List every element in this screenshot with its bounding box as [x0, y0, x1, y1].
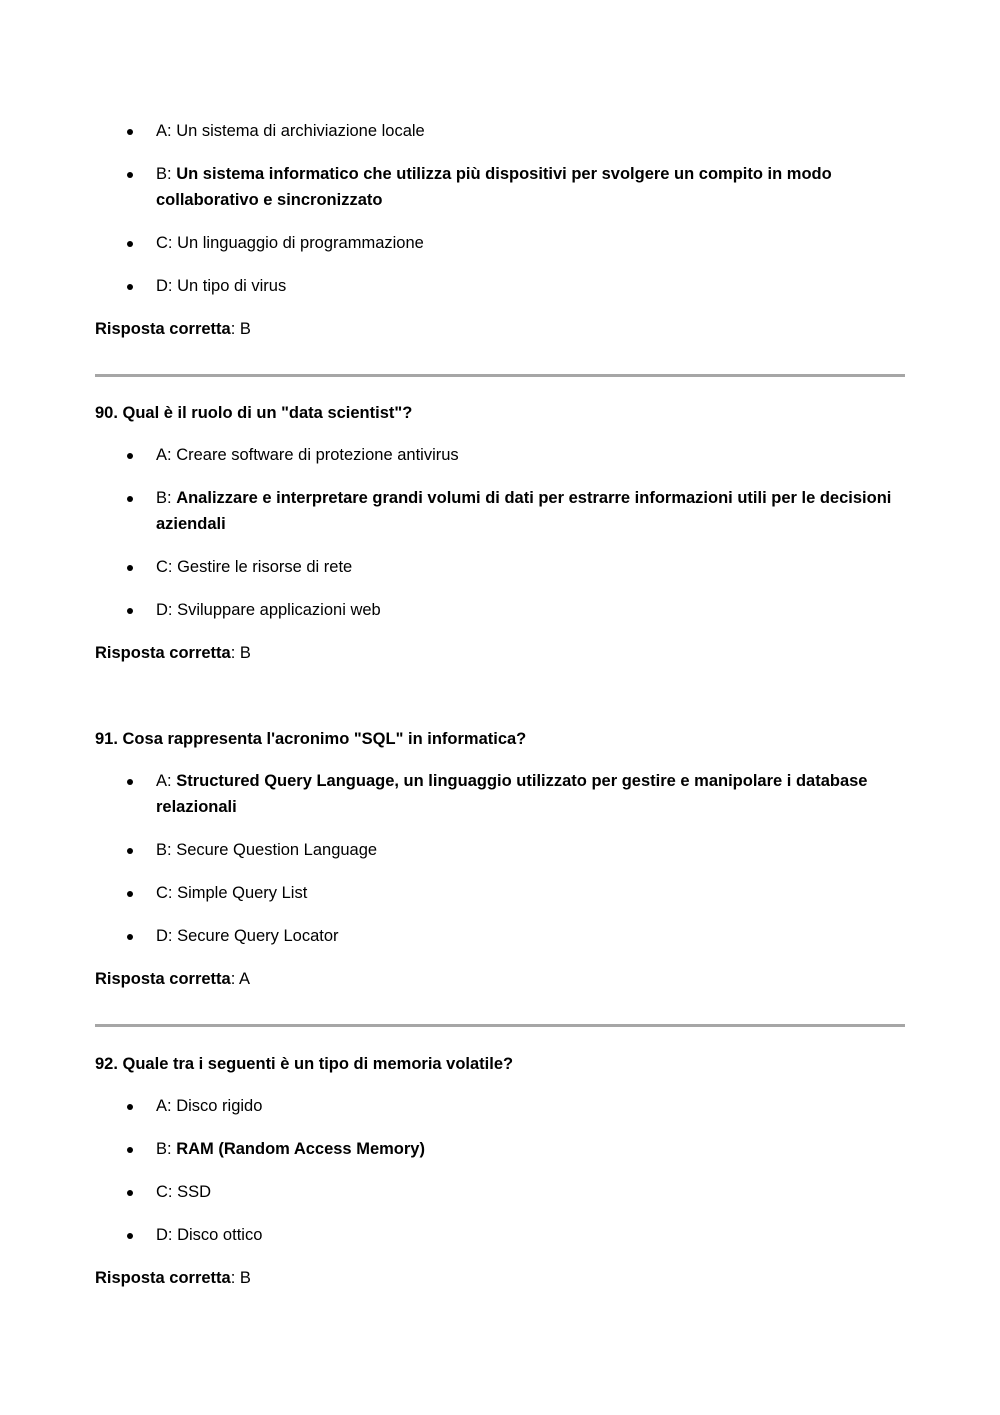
option-text-correct: RAM (Random Access Memory): [176, 1140, 425, 1158]
option-prefix: D:: [156, 927, 178, 945]
bullet-icon: [125, 273, 135, 299]
bullet-icon: [125, 880, 135, 906]
option-text-correct: Analizzare e interpretare grandi volumi di dati per estrarre informazioni utili per le decisioni aziendali: [156, 489, 892, 533]
option-89-c: [95, 230, 905, 256]
correct-answer-92: [95, 1265, 905, 1291]
option-text: Un linguaggio di programmazione: [177, 234, 424, 252]
option-90-a: [95, 442, 905, 468]
bullet-icon: [125, 485, 135, 511]
option-prefix: C:: [156, 558, 178, 576]
answer-label: Risposta corretta: [95, 1269, 231, 1287]
option-prefix: B:: [156, 165, 177, 183]
option-text-correct: Structured Query Language, un linguaggio utilizzato per gestire e manipolare i database relazionali: [156, 772, 868, 816]
bullet-icon: [125, 554, 135, 580]
answer-label: Risposta corretta: [95, 644, 231, 662]
question-89: [95, 118, 905, 342]
bullet-icon: [125, 118, 135, 144]
option-prefix: D:: [156, 1226, 178, 1244]
option-text: SSD: [177, 1183, 212, 1201]
option-91-b: [95, 837, 905, 863]
option-89-a: [95, 118, 905, 144]
question-90: [95, 400, 905, 666]
options-list-89: [95, 118, 905, 299]
section-divider: [95, 374, 905, 377]
option-prefix: B:: [156, 1140, 177, 1158]
option-92-d: [95, 1222, 905, 1248]
answer-value: : B: [230, 1269, 251, 1287]
option-prefix: C:: [156, 1183, 178, 1201]
bullet-icon: [125, 161, 135, 187]
correct-answer-90: [95, 640, 905, 666]
option-91-a: [95, 768, 905, 820]
bullet-icon: [125, 230, 135, 256]
bullet-icon: [125, 768, 135, 794]
option-prefix: D:: [156, 277, 178, 295]
question-title: 91. Cosa rappresenta l'acronimo "SQL" in informatica?: [95, 730, 527, 748]
bullet-icon: [125, 1179, 135, 1205]
answer-value: : A: [230, 970, 250, 988]
option-89-d: [95, 273, 905, 299]
answer-value: : B: [230, 644, 251, 662]
bullet-icon: [125, 1093, 135, 1119]
option-91-d: [95, 923, 905, 949]
bullet-icon: [125, 923, 135, 949]
options-list-91: [95, 768, 905, 949]
option-text: Disco ottico: [177, 1226, 263, 1244]
answer-value: : B: [230, 320, 251, 338]
option-text: Un tipo di virus: [177, 277, 287, 295]
question-title: 92. Quale tra i seguenti è un tipo di memoria volatile?: [95, 1055, 514, 1073]
option-text: Gestire le risorse di rete: [177, 558, 353, 576]
option-prefix: C:: [156, 234, 178, 252]
option-prefix: A:: [156, 446, 177, 464]
option-92-c: [95, 1179, 905, 1205]
bullet-icon: [125, 597, 135, 623]
option-90-d: [95, 597, 905, 623]
bullet-icon: [125, 442, 135, 468]
section-divider: [95, 1024, 905, 1027]
option-text: Simple Query List: [177, 884, 308, 902]
question-91: [95, 726, 905, 992]
question-92: [95, 1051, 905, 1291]
option-prefix: A:: [156, 122, 177, 140]
option-prefix: D:: [156, 601, 178, 619]
bullet-icon: [125, 1136, 135, 1162]
option-text: Secure Question Language: [176, 841, 378, 859]
option-90-c: [95, 554, 905, 580]
bullet-icon: [125, 837, 135, 863]
answer-label: Risposta corretta: [95, 320, 231, 338]
option-text: Secure Query Locator: [177, 927, 339, 945]
option-90-b: [95, 485, 905, 537]
option-92-a: [95, 1093, 905, 1119]
option-text: Disco rigido: [176, 1097, 263, 1115]
option-91-c: [95, 880, 905, 906]
option-prefix: B:: [156, 841, 177, 859]
option-prefix: A:: [156, 1097, 177, 1115]
option-prefix: C:: [156, 884, 178, 902]
option-text: Sviluppare applicazioni web: [177, 601, 381, 619]
option-89-b: [95, 161, 905, 213]
question-title: 90. Qual è il ruolo di un "data scientist"?: [95, 404, 413, 422]
option-text: Creare software di protezione antivirus: [176, 446, 459, 464]
options-list-92: [95, 1093, 905, 1248]
option-text-correct: Un sistema informatico che utilizza più dispositivi per svolgere un compito in modo collaborativo e sincronizzato: [156, 165, 832, 209]
correct-answer-91: [95, 966, 905, 992]
correct-answer-89: [95, 316, 905, 342]
option-92-b: [95, 1136, 905, 1162]
option-prefix: A:: [156, 772, 177, 790]
bullet-icon: [125, 1222, 135, 1248]
option-text: Un sistema di archiviazione locale: [176, 122, 425, 140]
option-prefix: B:: [156, 489, 177, 507]
answer-label: Risposta corretta: [95, 970, 231, 988]
options-list-90: [95, 442, 905, 623]
